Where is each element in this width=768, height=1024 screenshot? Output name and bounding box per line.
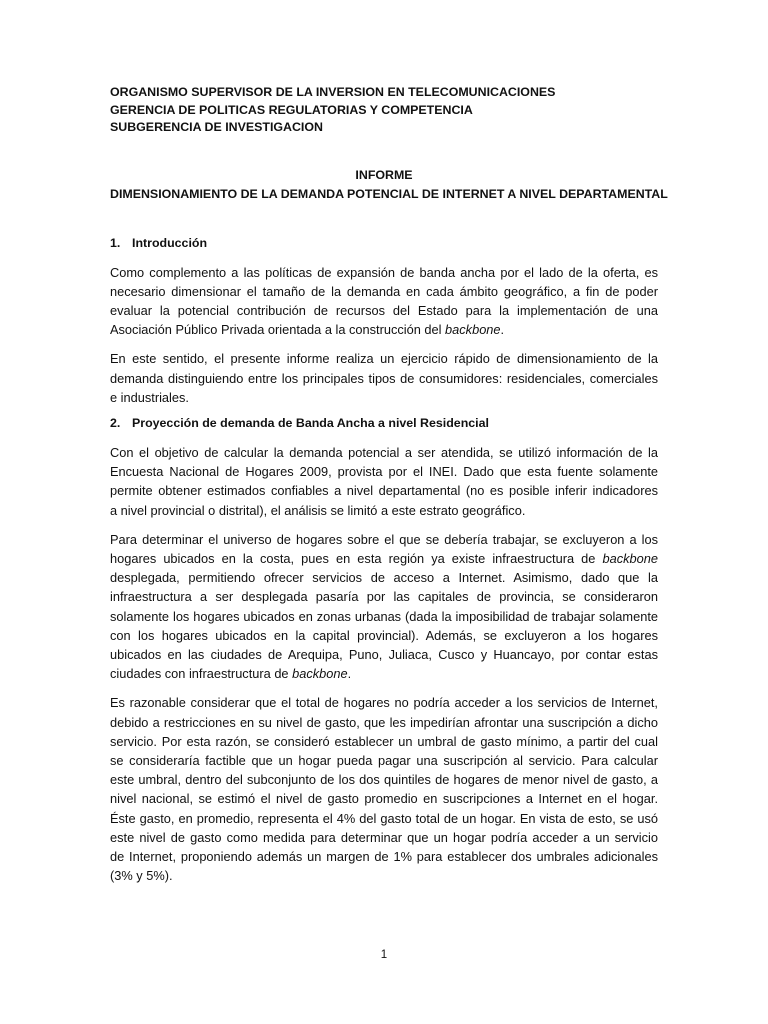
paragraph-line: debido a restricciones en su nivel de gasto, que les impedirían afrontar una suscripción a dicho <box>110 714 658 730</box>
report-section <box>110 414 658 885</box>
section-heading <box>110 414 658 433</box>
paragraph-line: Éste gasto, en promedio, representa el 4% del gasto total de un hogar. En vista de esto, se usó <box>110 810 658 826</box>
paragraph-line <box>110 549 658 568</box>
paragraph-line: Es razonable considerar que el total de hogares no podría acceder a los servicios de Internet, <box>110 695 658 711</box>
paragraph-line: a nivel provincial o distrital), el análisis se limitó a este estrato geográfico. <box>110 502 526 518</box>
paragraph-line: Para determinar el universo de hogares sobre el que se debería trabajar, se excluyeron a los <box>110 531 658 547</box>
line-text: ciudades con infraestructura de <box>110 666 293 682</box>
report-title-block <box>110 166 668 204</box>
organization-name: ORGANISMO SUPERVISOR DE LA INVERSION EN TELECOMUNICACIONES <box>110 85 556 99</box>
paragraph <box>110 443 658 520</box>
line-text: . <box>347 666 352 682</box>
paragraph-line: se consideraría factible que un hogar pueda pagar una suscripción al servicio. Para calcular <box>110 752 658 768</box>
section-number: 2. <box>110 415 121 430</box>
paragraph-line: ubicados en las ciudades de Arequipa, Puno, Juliaca, Cusco y Huancayo, por contar estas <box>110 646 658 662</box>
report-label: INFORME <box>355 167 413 182</box>
paragraph-line <box>110 320 658 339</box>
report-section <box>110 234 658 407</box>
paragraph-line: evaluar la potencial contribución de recursos del Estado para la implementación de una <box>110 302 658 318</box>
line-text: Asociación Público Privada orientada a la construcción del <box>110 322 446 338</box>
paragraph-line: permite obtener estimados confiables a nivel departamental (no es posible inferir indicadores <box>110 483 658 499</box>
paragraph-line: (3% y 5%). <box>110 868 173 884</box>
paragraph <box>110 263 658 340</box>
subdivision-name: SUBGERENCIA DE INVESTIGACION <box>110 120 323 134</box>
paragraph-line: demanda distinguiendo entre los principales tipos de consumidores: residenciales, comerciales <box>110 370 658 386</box>
report-title: DIMENSIONAMIENTO DE LA DEMANDA POTENCIAL DE INTERNET A NIVEL DEPARTAMENTAL <box>110 186 668 201</box>
paragraph-line: Como complemento a las políticas de expansión de banda ancha por el lado de la oferta, es <box>110 264 658 280</box>
paragraph-line: necesario dimensionar el tamaño de la demanda en cada ámbito geográfico, a fin de poder <box>110 283 658 299</box>
italic-term: backbone <box>602 550 658 566</box>
paragraph <box>110 530 658 684</box>
page-number: 1 <box>380 949 388 961</box>
report-body <box>110 234 658 886</box>
paragraph-line: solamente los hogares ubicados en zonas urbanas (dada la imposibilidad de trabajar solamente <box>110 608 658 624</box>
paragraph-line: nivel nacional, se estimó el nivel de gasto promedio en suscripciones a Internet en el hogar. <box>110 791 658 807</box>
organization-header <box>110 84 658 137</box>
paragraph-line: Con el objetivo de calcular la demanda potencial a ser atendida, se utilizó información de la <box>110 444 658 460</box>
section-heading <box>110 234 658 253</box>
paragraph-line: servicio. Por esta razón, se consideró establecer un umbral de gasto mínimo, a partir del cual <box>110 733 658 749</box>
management-name: GERENCIA DE POLITICAS REGULATORIAS Y COMPETENCIA <box>110 102 473 117</box>
section-number: 1. <box>110 235 121 250</box>
paragraph-line: Encuesta Nacional de Hogares 2009, provista por el INEI. Dado que esta fuente solamente <box>110 464 658 480</box>
paragraph-line: con los hogares ubicados en la capital provincial). Además, se excluyeron a los hogares <box>110 627 658 643</box>
paragraph <box>110 693 658 885</box>
document-page <box>110 84 668 885</box>
section-title: Proyección de demanda de Banda Ancha a nivel Residencial <box>132 415 489 430</box>
paragraph <box>110 349 658 407</box>
section-title: Introducción <box>132 235 208 250</box>
paragraph-line: e industriales. <box>110 389 189 405</box>
paragraph-line: desplegada, permitiendo ofrecer servicios de acceso a Internet. Asimismo, dado que la <box>110 570 658 586</box>
italic-term: backbone <box>445 322 501 338</box>
paragraph-line: este nivel de gasto como medida para determinar que un hogar podría acceder a un servicio <box>110 829 658 845</box>
line-text: hogares ubicados en la costa, pues en esta región ya existe infraestructura de <box>110 550 603 566</box>
paragraph-line <box>110 664 658 683</box>
paragraph-line: de Internet, proponiendo además un margen de 1% para establecer dos umbrales adicionales <box>110 848 658 864</box>
paragraph-line: infraestructura a ser desplegada pasaría por las capitales de provincia, se consideraron <box>110 589 658 605</box>
line-text: . <box>500 322 505 338</box>
paragraph-line: En este sentido, el presente informe realiza un ejercicio rápido de dimensionamiento de la <box>110 351 658 367</box>
italic-term: backbone <box>292 666 348 682</box>
paragraph-line: este umbral, dentro del subconjunto de los dos quintiles de hogares de menor nivel de gasto, a <box>110 772 658 788</box>
